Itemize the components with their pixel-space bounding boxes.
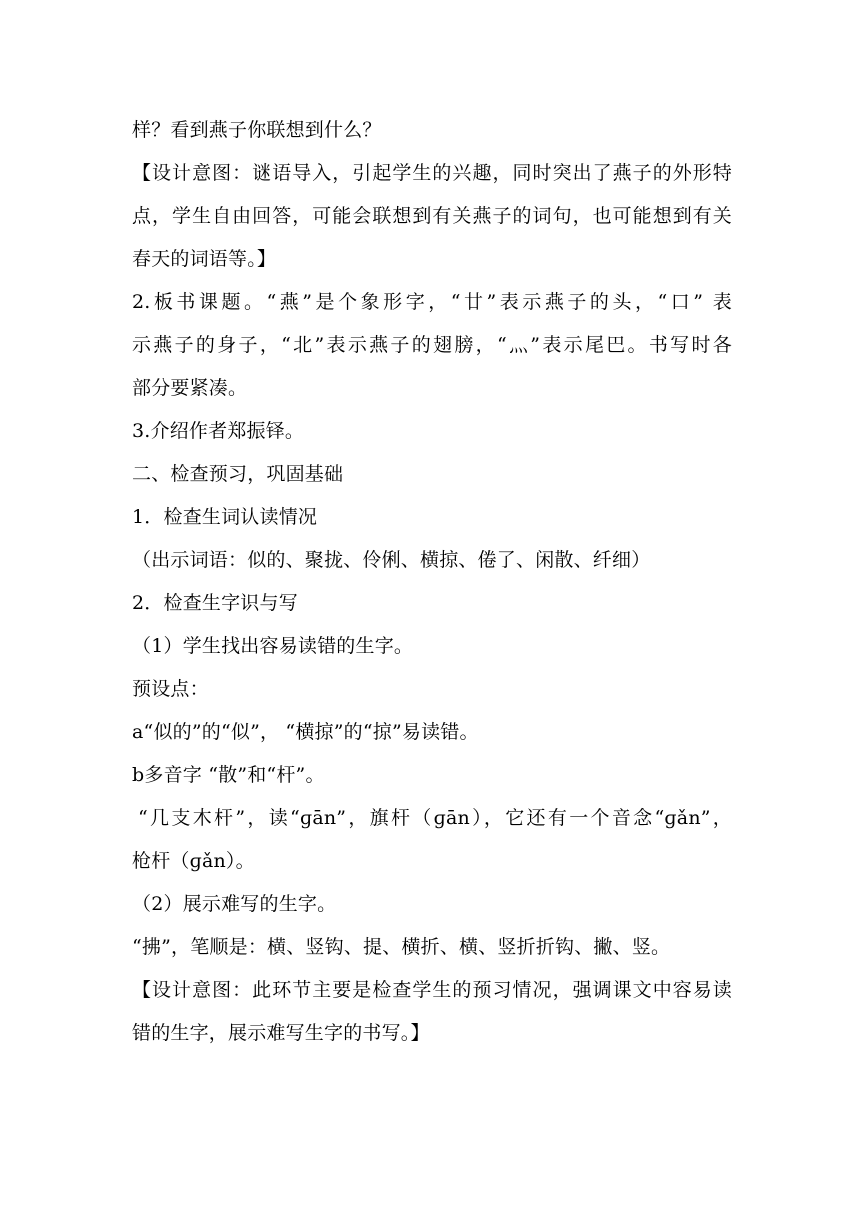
text-line: a“似的”的“似”， “横掠”的“掠”易读错。 xyxy=(132,721,479,743)
text-line: 2.板书课题。“燕”是个象形字，“廿”表示燕子的头，“口” 表 xyxy=(132,291,732,313)
text-line: “几支木杆”，读“ɡān”，旗杆（ɡān），它还有一个音念“ɡǎn”， xyxy=(138,807,732,829)
design-intent-line: 【设计意图：谜语导入，引起学生的兴趣，同时突出了燕子的外形特 xyxy=(132,162,732,184)
design-intent-line: 春天的词语等。】 xyxy=(132,248,277,270)
document-body xyxy=(132,109,732,1055)
text-line: 3.介绍作者郑振铎。 xyxy=(132,420,305,442)
text-line: 枪杆（ɡǎn）。 xyxy=(132,850,255,872)
text-line: 部分要紧凑。 xyxy=(132,377,248,399)
text-line: （2）展示难写的生字。 xyxy=(132,893,337,915)
text-line: 2．检查生字识与写 xyxy=(132,592,298,614)
section-heading: 二、检查预习，巩固基础 xyxy=(132,463,344,485)
design-intent-line: 【设计意图：此环节主要是检查学生的预习情况，强调课文中容易读 xyxy=(132,979,732,1001)
text-line: （出示词语：似的、聚拢、伶俐、横掠、倦了、闲散、纤细） xyxy=(132,549,651,571)
text-line: 示燕子的身子，“北”表示燕子的翅膀，“灬”表示尾巴。书写时各 xyxy=(132,334,732,356)
text-line: （1）学生找出容易读错的生字。 xyxy=(132,635,414,657)
text-line: 1．检查生词认读情况 xyxy=(132,506,318,528)
text-line: “拂”，笔顺是：横、竖钩、提、横折、横、竖折折钩、撇、竖。 xyxy=(132,936,671,958)
design-intent-line: 错的生字，展示难写生字的书写。】 xyxy=(132,1022,430,1044)
text-line: b多音字 “散”和“杆”。 xyxy=(132,764,325,786)
design-intent-line: 点，学生自由回答，可能会联想到有关燕子的词句，也可能想到有关 xyxy=(132,205,732,227)
text-line: 预设点： xyxy=(132,678,209,700)
text-line: 样？看到燕子你联想到什么？ xyxy=(132,119,382,141)
